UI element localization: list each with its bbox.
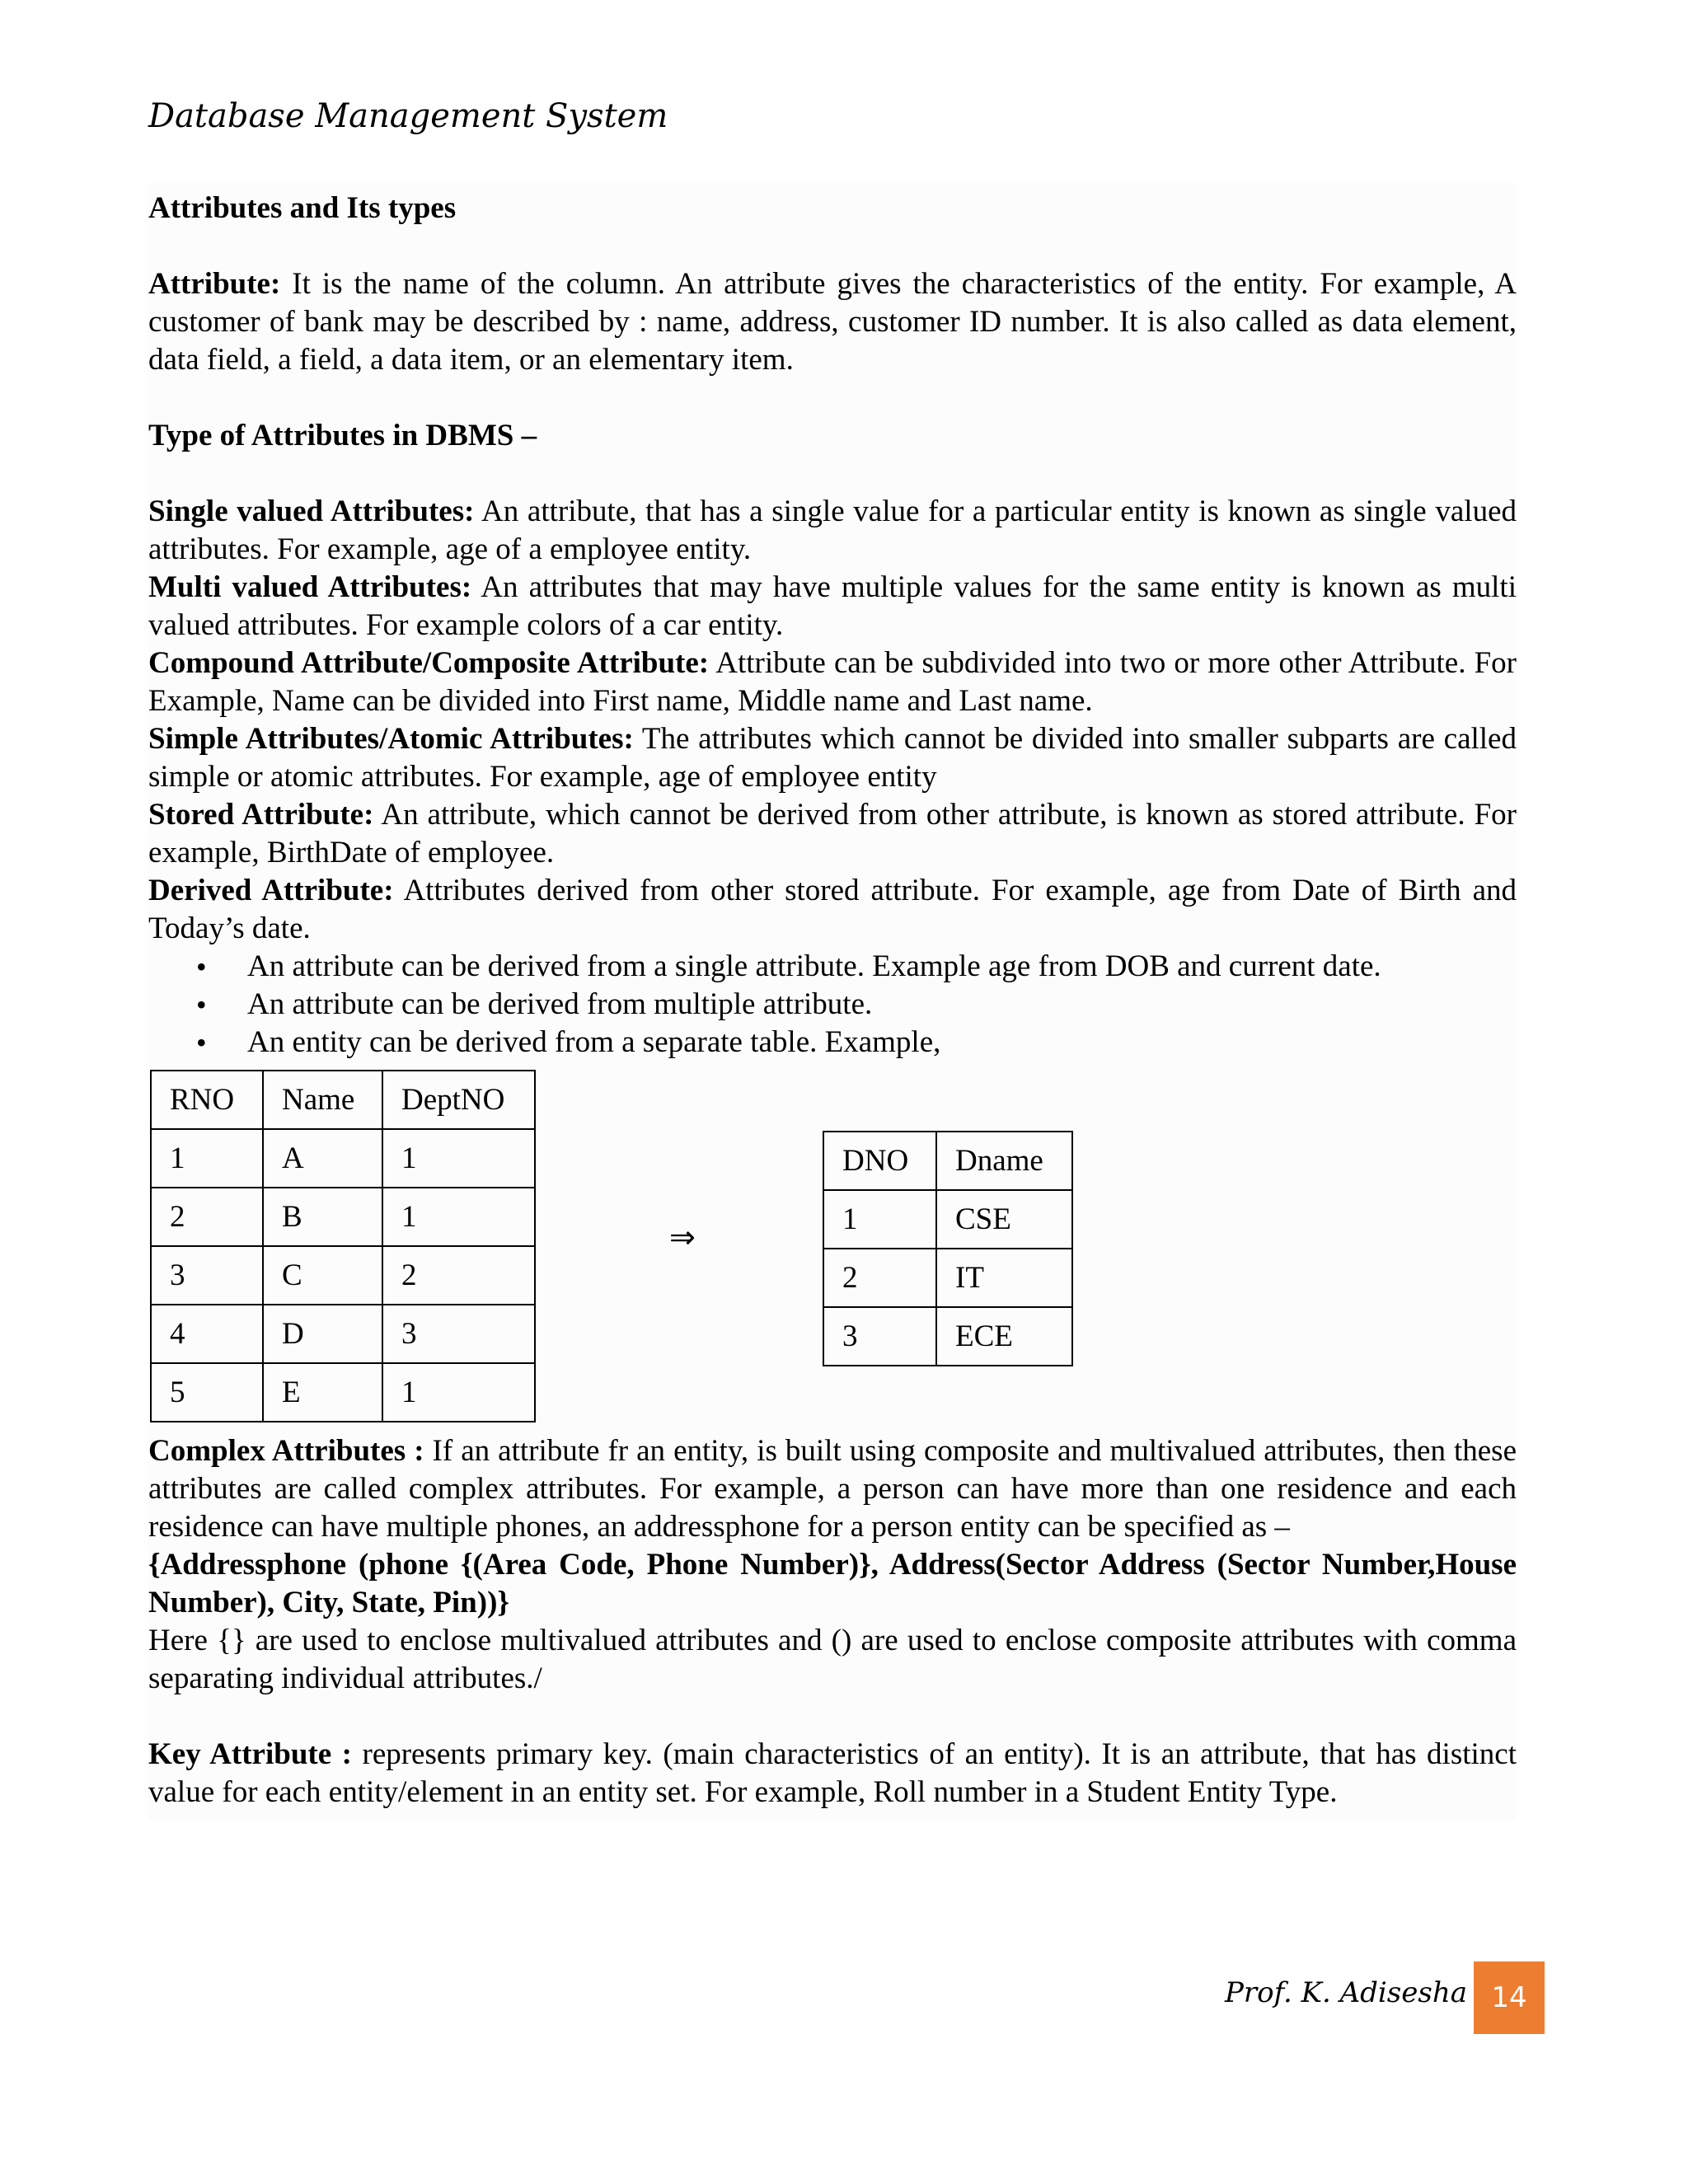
key-text: represents primary key. (main characteristics of an entity). It is an attribute, that has distinct value for each entity/element in an entity set. For example, Roll number in a Student Entity Type.: [148, 1737, 1517, 1809]
type-label: Stored Attribute:: [148, 798, 374, 832]
type-text: Attributes derived from other stored attribute. For example, age from Date of Birth and Today’s date.: [148, 874, 1517, 945]
example-tables: [148, 1062, 1517, 1432]
table-cell: 1: [823, 1190, 936, 1249]
table-cell: 1: [151, 1129, 263, 1188]
list-item: • An attribute can be derived from multiple attribute.: [247, 986, 1517, 1024]
derives-arrow: ⇒: [669, 1219, 696, 1255]
page-number-badge: 14: [1474, 1961, 1545, 2034]
table-row: [151, 1188, 535, 1246]
type-text: Attribute can be subdivided into two or more other Attribute. For Example, Name can be divided into First name, Middle name and Last name.: [148, 646, 1517, 718]
table-row: [823, 1249, 1072, 1307]
table-cell: B: [263, 1188, 382, 1246]
type-multi-valued: [148, 569, 1517, 644]
list-item: • An attribute can be derived from a single attribute. Example age from DOB and current date.: [247, 948, 1517, 986]
table-header-cell: Name: [263, 1071, 382, 1129]
table-header-row: [151, 1071, 535, 1129]
type-single-valued: [148, 493, 1517, 569]
student-table: [150, 1070, 536, 1422]
table-cell: IT: [936, 1249, 1072, 1307]
complex-text: If an attribute fr an entity, is built using composite and multivalued attributes, then these attributes are called complex attributes. For example, a person can have more than one residence and each residence can have multiple phones, an addressphone for a person entity can be specified as –: [148, 1434, 1517, 1544]
table-row: [151, 1246, 535, 1305]
table-cell: 1: [382, 1363, 535, 1422]
derived-bullet-list: [148, 948, 1517, 1062]
table-cell: C: [263, 1246, 382, 1305]
section-title: Attributes and Its types: [148, 191, 457, 225]
table-cell: 4: [151, 1305, 263, 1363]
attribute-definition: [148, 265, 1517, 379]
table-cell: ECE: [936, 1307, 1072, 1366]
type-text: An attributes that may have multiple values for the same entity is known as multi valued attributes. For example colors of a car entity.: [148, 570, 1517, 642]
table-row: [151, 1305, 535, 1363]
complex-note: Here {} are used to enclose multivalued attributes and () are used to enclose composite attributes with comma separating individual attributes./: [148, 1624, 1517, 1695]
page-header-title: Database Management System: [148, 97, 668, 135]
table-cell: 3: [382, 1305, 535, 1363]
table-cell: 3: [823, 1307, 936, 1366]
list-item: • An entity can be derived from a separate table. Example,: [247, 1024, 1517, 1062]
table-row: [823, 1307, 1072, 1366]
type-composite: [148, 644, 1517, 720]
type-text: An attribute, which cannot be derived from other attribute, is known as stored attribute. For example, BirthDate of employee.: [148, 798, 1517, 869]
table-cell: E: [263, 1363, 382, 1422]
table-row: [151, 1363, 535, 1422]
footer-author: Prof. K. Adisesha: [1225, 1976, 1467, 2009]
table-cell: 2: [382, 1246, 535, 1305]
key-label: Key Attribute :: [148, 1737, 352, 1771]
table-cell: 5: [151, 1363, 263, 1422]
attribute-text: It is the name of the column. An attribute gives the characteristics of the entity. For example, A customer of bank may be described by : name, address, customer ID number. It is also called as data element, data field, a field, a data item, or an elementary item.: [148, 267, 1517, 377]
table-header-row: [823, 1132, 1072, 1190]
table-header-cell: RNO: [151, 1071, 263, 1129]
table-header-cell: Dname: [936, 1132, 1072, 1190]
table-row: [823, 1190, 1072, 1249]
type-stored: [148, 796, 1517, 872]
table-row: [151, 1129, 535, 1188]
table-cell: D: [263, 1305, 382, 1363]
complex-attributes: [148, 1432, 1517, 1546]
table-cell: 3: [151, 1246, 263, 1305]
table-header-cell: DeptNO: [382, 1071, 535, 1129]
table-cell: 1: [382, 1188, 535, 1246]
type-text: An attribute, that has a single value for a particular entity is known as single valued attributes. For example, age of a employee entity.: [148, 494, 1517, 566]
table-header-cell: DNO: [823, 1132, 936, 1190]
complex-expression: {Addressphone (phone {(Area Code, Phone Number)}, Address(Sector Address (Sector Number,House Number), City, State, Pin))}: [148, 1548, 1517, 1619]
type-text: The attributes which cannot be divided into smaller subparts are called simple or atomic attributes. For example, age of employee entity: [148, 722, 1517, 794]
types-title: Type of Attributes in DBMS –: [148, 419, 537, 452]
table-cell: 2: [151, 1188, 263, 1246]
table-cell: A: [263, 1129, 382, 1188]
attribute-label: Attribute:: [148, 267, 281, 301]
type-simple: [148, 720, 1517, 796]
type-label: Derived Attribute:: [148, 874, 394, 907]
table-cell: CSE: [936, 1190, 1072, 1249]
complex-label: Complex Attributes :: [148, 1434, 424, 1468]
department-table: [823, 1131, 1073, 1366]
key-attribute: [148, 1736, 1517, 1811]
type-label: Multi valued Attributes:: [148, 570, 472, 604]
type-derived: [148, 872, 1517, 948]
type-label: Simple Attributes/Atomic Attributes:: [148, 722, 634, 756]
table-cell: 1: [382, 1129, 535, 1188]
type-label: Single valued Attributes:: [148, 494, 475, 528]
type-label: Compound Attribute/Composite Attribute:: [148, 646, 710, 680]
page-content: [148, 183, 1517, 1820]
table-cell: 2: [823, 1249, 936, 1307]
